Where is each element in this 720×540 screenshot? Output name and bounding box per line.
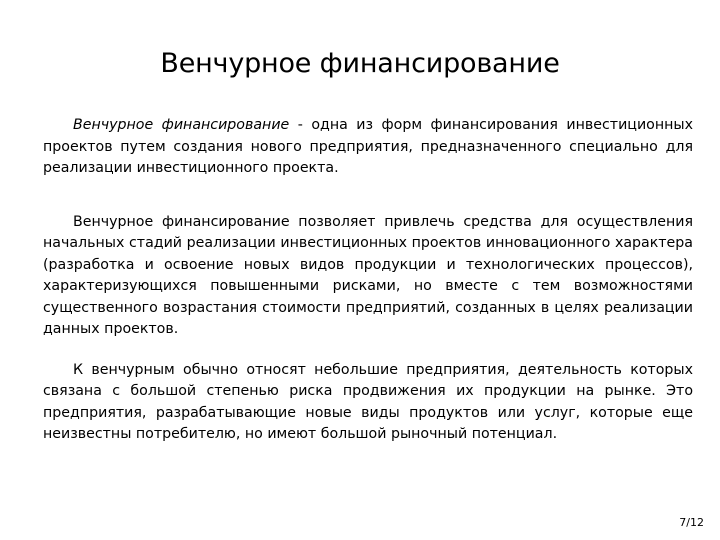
page-number: 7/12 <box>679 516 704 529</box>
paragraph-definition <box>43 115 693 180</box>
definition-text: - одна из форм финансирования инвестиционных проектов путем создания нового предприятия, предназначенного специально для реализации инвестиционного проекта. <box>43 117 693 176</box>
paragraph-benefits: Венчурное финансирование позволяет привлечь средства для осуществления начальных стадий реализации инвестиционных проектов инновационного характера (разработка и освоение новых видов продукции и технологических процессов), характеризующихся повышенными рисками, но вместе с тем возможностями существенного возрастания стоимости предприятий, созданных в целях реализации данных проектов. <box>43 213 693 337</box>
slide-content <box>43 115 693 446</box>
slide-title: Венчурное финансирование <box>160 48 560 80</box>
term-venture-financing: Венчурное финансирование <box>73 117 290 133</box>
paragraph-venture-companies: К венчурным обычно относят небольшие предприятия, деятельность которых связана с большой степенью риска продвижения их продукции на рынке. Это предприятия, разрабатывающие новые виды продуктов или услуг, которые еще неизвестны потребителю, но имеют большой рыночный потенциал. <box>43 361 693 442</box>
